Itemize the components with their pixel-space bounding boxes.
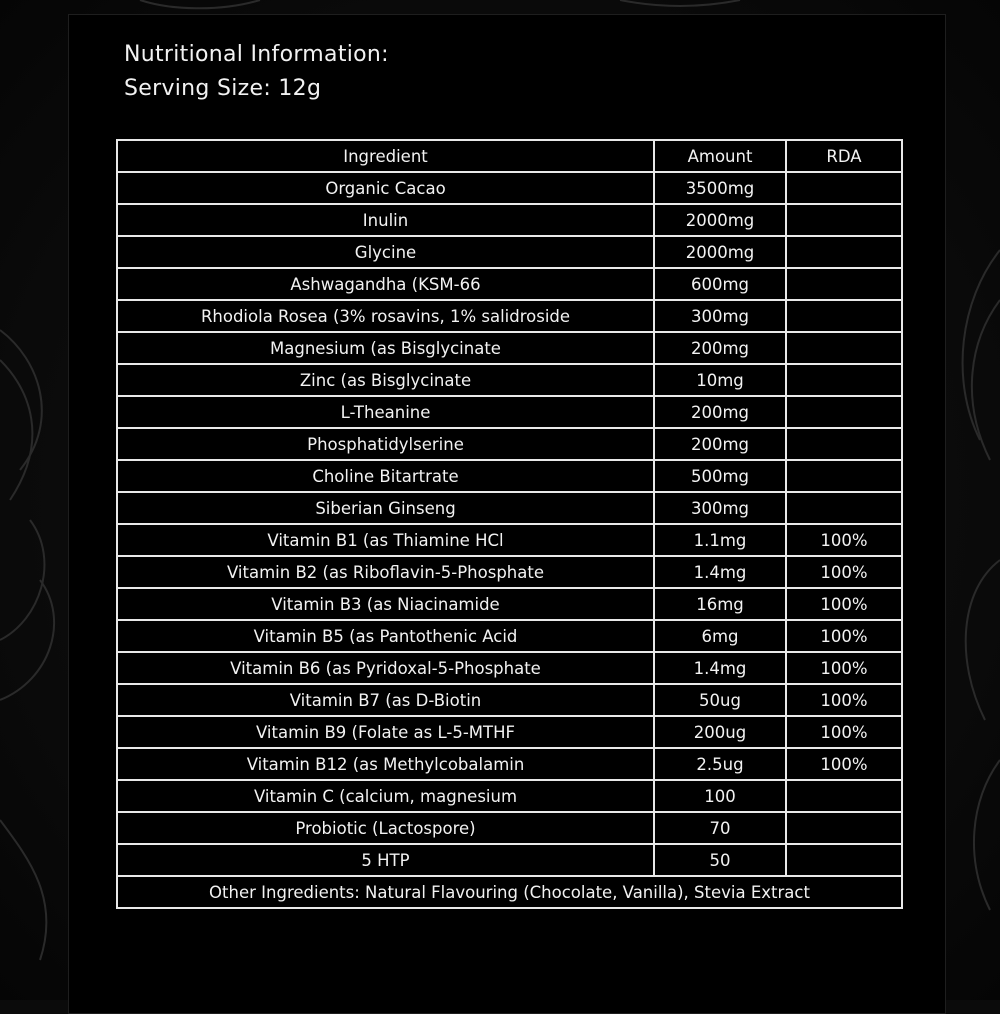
table-row	[117, 300, 902, 332]
amount-cell: 100	[654, 780, 786, 812]
heading-title: Nutritional Information:	[124, 42, 389, 67]
amount-cell: 16mg	[654, 588, 786, 620]
table-row	[117, 588, 902, 620]
rda-cell: 100%	[786, 556, 902, 588]
ingredient-cell: Vitamin B6 (as Pyridoxal-5-Phosphate	[117, 652, 654, 684]
table-row	[117, 204, 902, 236]
rda-cell	[786, 300, 902, 332]
ingredient-cell: Inulin	[117, 204, 654, 236]
amount-cell: 1.4mg	[654, 652, 786, 684]
ingredient-cell: 5 HTP	[117, 844, 654, 876]
rda-cell: 100%	[786, 588, 902, 620]
table-row	[117, 236, 902, 268]
table-row	[117, 556, 902, 588]
table-row	[117, 428, 902, 460]
ingredient-cell: Vitamin B5 (as Pantothenic Acid	[117, 620, 654, 652]
ingredient-cell: Vitamin B2 (as Riboflavin-5-Phosphate	[117, 556, 654, 588]
rda-cell	[786, 460, 902, 492]
rda-cell: 100%	[786, 748, 902, 780]
table-row	[117, 684, 902, 716]
header-amount: Amount	[654, 140, 786, 172]
amount-cell: 50	[654, 844, 786, 876]
rda-cell: 100%	[786, 684, 902, 716]
table-row	[117, 620, 902, 652]
ingredient-cell: Vitamin C (calcium, magnesium	[117, 780, 654, 812]
amount-cell: 300mg	[654, 492, 786, 524]
table-row	[117, 460, 902, 492]
table-row	[117, 652, 902, 684]
ingredient-cell: Magnesium (as Bisglycinate	[117, 332, 654, 364]
amount-cell: 600mg	[654, 268, 786, 300]
amount-cell: 6mg	[654, 620, 786, 652]
table-row	[117, 268, 902, 300]
ingredient-cell: Probiotic (Lactospore)	[117, 812, 654, 844]
rda-cell	[786, 268, 902, 300]
amount-cell: 10mg	[654, 364, 786, 396]
rda-cell	[786, 332, 902, 364]
rda-cell: 100%	[786, 652, 902, 684]
table-row	[117, 844, 902, 876]
amount-cell: 300mg	[654, 300, 786, 332]
rda-cell	[786, 812, 902, 844]
ingredient-cell: L-Theanine	[117, 396, 654, 428]
ingredient-cell: Vitamin B1 (as Thiamine HCl	[117, 524, 654, 556]
table-row	[117, 748, 902, 780]
amount-cell: 200mg	[654, 428, 786, 460]
amount-cell: 2.5ug	[654, 748, 786, 780]
table-row	[117, 716, 902, 748]
ingredient-cell: Vitamin B7 (as D-Biotin	[117, 684, 654, 716]
table-row	[117, 812, 902, 844]
ingredient-cell: Organic Cacao	[117, 172, 654, 204]
table-row	[117, 172, 902, 204]
amount-cell: 2000mg	[654, 236, 786, 268]
amount-cell: 1.1mg	[654, 524, 786, 556]
rda-cell: 100%	[786, 620, 902, 652]
other-ingredients: Other Ingredients: Natural Flavouring (Chocolate, Vanilla), Stevia Extract	[117, 876, 902, 908]
ingredient-cell: Vitamin B9 (Folate as L-5-MTHF	[117, 716, 654, 748]
rda-cell	[786, 204, 902, 236]
rda-cell	[786, 844, 902, 876]
nutrition-heading	[124, 38, 389, 106]
rda-cell	[786, 236, 902, 268]
ingredient-cell: Phosphatidylserine	[117, 428, 654, 460]
ingredient-cell: Vitamin B3 (as Niacinamide	[117, 588, 654, 620]
table-row	[117, 332, 902, 364]
ingredient-cell: Vitamin B12 (as Methylcobalamin	[117, 748, 654, 780]
amount-cell: 3500mg	[654, 172, 786, 204]
table-row	[117, 364, 902, 396]
nutrition-table	[116, 139, 903, 909]
ingredient-cell: Zinc (as Bisglycinate	[117, 364, 654, 396]
table-row	[117, 492, 902, 524]
table-header-row	[117, 140, 902, 172]
table-row	[117, 780, 902, 812]
rda-cell	[786, 172, 902, 204]
amount-cell: 2000mg	[654, 204, 786, 236]
amount-cell: 200mg	[654, 396, 786, 428]
ingredient-cell: Siberian Ginseng	[117, 492, 654, 524]
header-ingredient: Ingredient	[117, 140, 654, 172]
rda-cell	[786, 364, 902, 396]
amount-cell: 1.4mg	[654, 556, 786, 588]
ingredient-cell: Rhodiola Rosea (3% rosavins, 1% salidroside	[117, 300, 654, 332]
ingredient-cell: Glycine	[117, 236, 654, 268]
rda-cell: 100%	[786, 524, 902, 556]
serving-size: Serving Size: 12g	[124, 76, 322, 101]
header-rda: RDA	[786, 140, 902, 172]
amount-cell: 200ug	[654, 716, 786, 748]
rda-cell	[786, 492, 902, 524]
amount-cell: 200mg	[654, 332, 786, 364]
ingredient-cell: Ashwagandha (KSM-66	[117, 268, 654, 300]
amount-cell: 70	[654, 812, 786, 844]
amount-cell: 50ug	[654, 684, 786, 716]
amount-cell: 500mg	[654, 460, 786, 492]
rda-cell	[786, 780, 902, 812]
rda-cell	[786, 428, 902, 460]
rda-cell: 100%	[786, 716, 902, 748]
ingredient-cell: Choline Bitartrate	[117, 460, 654, 492]
table-footer-row	[117, 876, 902, 908]
rda-cell	[786, 396, 902, 428]
table-row	[117, 396, 902, 428]
table-row	[117, 524, 902, 556]
